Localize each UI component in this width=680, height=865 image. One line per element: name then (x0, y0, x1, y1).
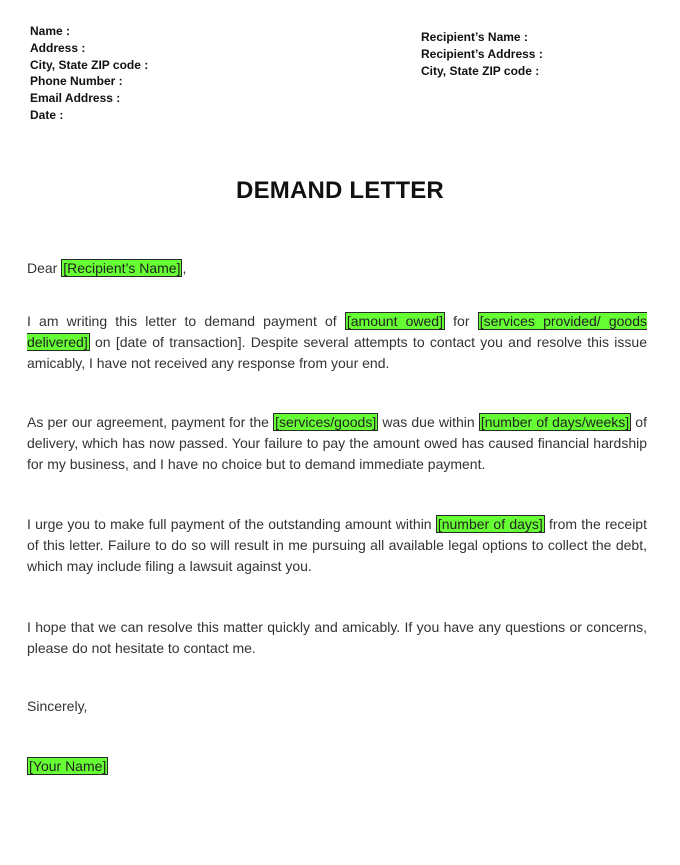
greeting-suffix: , (182, 260, 187, 276)
services-provided-placeholder: [services provided/ goods delivered] (27, 313, 647, 350)
recipient-city-label: City, State ZIP code : (421, 63, 540, 78)
signature-placeholder (27, 758, 108, 774)
paragraph-text: on [date of transaction]. Despite several attempts to contact you and resolve this issue amicably, I have not received any response from your end. (27, 334, 647, 371)
services-goods-placeholder: [services/goods] (275, 414, 377, 430)
sender-phone-label: Phone Number : (30, 74, 123, 89)
paragraph-text: I am writing this letter to demand payment of (27, 313, 345, 329)
recipient-name-label: Recipient’s Name : (421, 30, 528, 44)
amount-owed-placeholder: [amount owed] (346, 313, 443, 329)
sender-email-label: Email Address : (30, 91, 121, 106)
paragraph-text: from the receipt of this letter. Failure to do so will result in me pursuing all available legal options to collect the debt, which may include filing a lawsuit against you. (27, 516, 647, 574)
days-placeholder: [number of days] (437, 516, 543, 532)
days-weeks-placeholder: [number of days/weeks] (480, 414, 630, 430)
greeting-prefix: Dear (27, 260, 62, 276)
paragraph-text: was due within (378, 414, 479, 430)
recipient-name-placeholder: [Recipient’s Name] (63, 260, 181, 276)
greeting (27, 260, 186, 276)
sender-block (30, 23, 148, 124)
paragraph-text: I urge you to make full payment of the outstanding amount within (27, 516, 436, 532)
recipient-address-label: Recipient’s Address : (421, 46, 543, 61)
paragraph-agreement (27, 412, 647, 475)
sender-address-label: Address : (30, 40, 86, 55)
your-name-placeholder: [Your Name] (29, 758, 107, 774)
sender-city-label: City, State ZIP code : (30, 57, 149, 72)
paragraph-text: As per our agreement, payment for the (27, 414, 274, 430)
paragraph-text: of delivery, which has now passed. Your failure to pay the amount owed has caused financial hardship for my business, and I have no choice but to demand immediate payment. (27, 414, 647, 472)
paragraph-demand (27, 311, 647, 374)
paragraph-hope: I hope that we can resolve this matter quickly and amicably. If you have any questions or concerns, please do not hesitate to contact me. (27, 619, 647, 656)
sender-date-label: Date : (30, 107, 64, 122)
paragraph-urge (27, 514, 647, 577)
letter-title: DEMAND LETTER (236, 177, 444, 204)
recipient-block (421, 29, 543, 79)
sender-name-label: Name : (30, 24, 71, 38)
paragraph-text: for (445, 313, 478, 329)
closing: Sincerely, (27, 698, 88, 714)
